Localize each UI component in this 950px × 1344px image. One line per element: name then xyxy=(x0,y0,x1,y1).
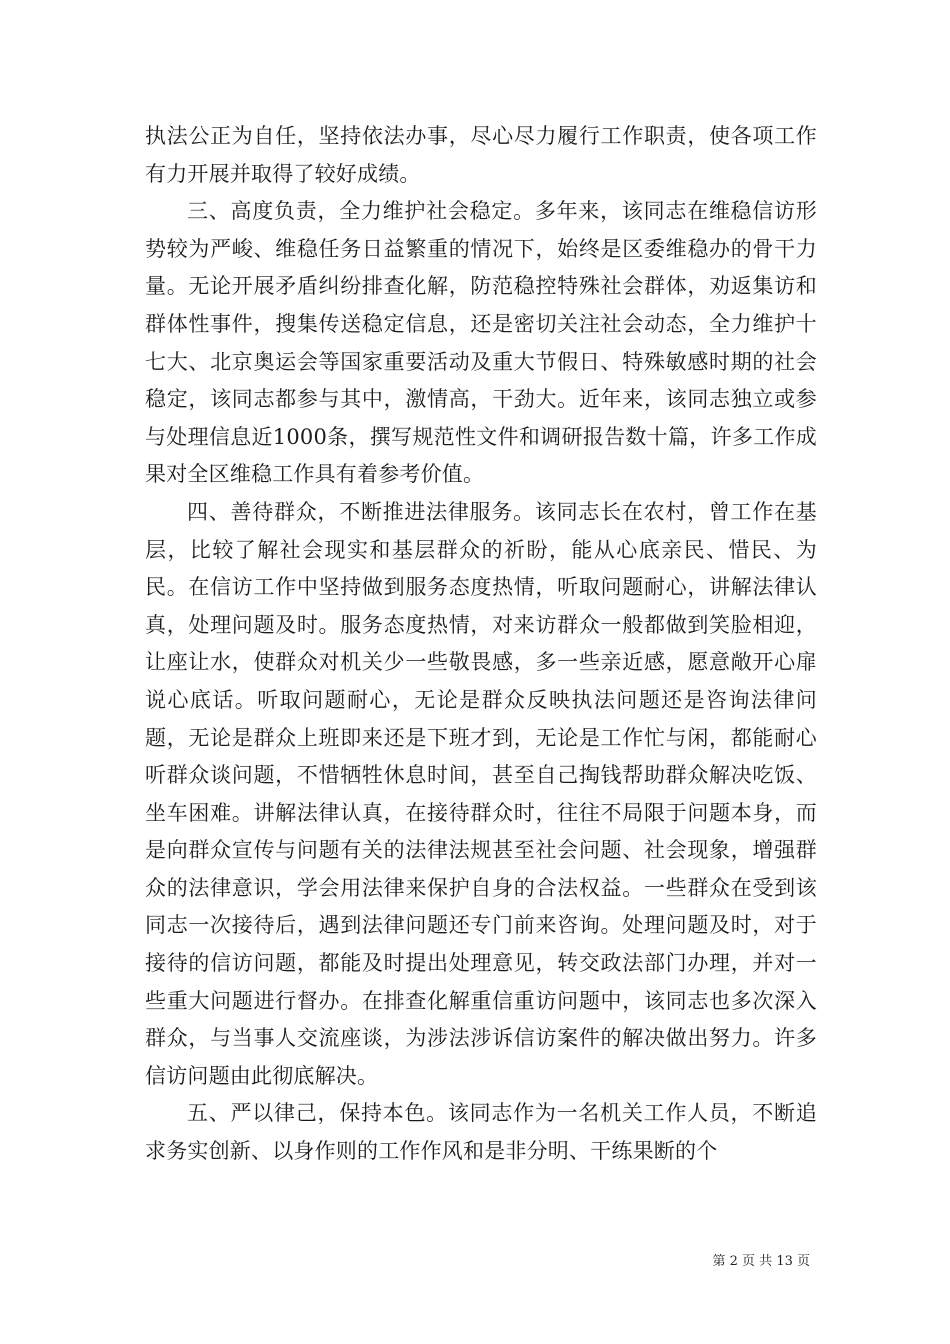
paragraph-3: 四、善待群众，不断推进法律服务。该同志长在农村，曾工作在基层，比较了解社会现实和基层群众的祈盼，能从心底亲民、惜民、为民。在信访工作中坚持做到服务态度热情，听取问题耐心，讲解法律认真，处理问题及时。服务态度热情，对来访群众一般都做到笑脸相迎，让座让水，使群众对机关少一些敬畏感，多一些亲近感，愿意敞开心扉说心底话。听取问题耐心，无论是群众反映执法问题还是咨询法律问题，无论是群众上班即来还是下班才到，无论是工作忙与闲，都能耐心听群众谈问题，不惜牺牲休息时间，甚至自己掏钱帮助群众解决吃饭、坐车困难。讲解法律认真，在接待群众时，往往不局限于问题本身，而是向群众宣传与问题有关的法律法规甚至社会问题、社会现象，增强群众的法律意识，学会用法律来保护自身的合法权益。一些群众在受到该同志一次接待后，遇到法律问题还专门前来咨询。处理问题及时，对于接待的信访问题，都能及时提出处理意见，转交政法部门办理，并对一些重大问题进行督办。在排查化解重信重访问题中，该同志也多次深入群众，与当事人交流座谈，为涉法涉诉信访案件的解决做出努力。许多信访问题由此彻底解决。 xyxy=(145,499,817,1088)
document-body xyxy=(145,118,817,1171)
paragraph-1: 执法公正为自任，坚持依法办事，尽心尽力履行工作职责，使各项工作有力开展并取得了较好成绩。 xyxy=(145,124,817,186)
paragraph-4: 五、严以律己，保持本色。该同志作为一名机关工作人员，不断追求务实创新、以身作则的工作作风和是非分明、干练果断的个 xyxy=(145,1101,817,1164)
page-number-footer: 第 2 页 共 13 页 xyxy=(712,1254,810,1269)
paragraph-2: 三、高度负责，全力维护社会稳定。多年来，该同志在维稳信访形势较为严峻、维稳任务日益繁重的情况下，始终是区委维稳办的骨干力量。无论开展矛盾纠纷排查化解，防范稳控特殊社会群体，劝返集访和群体性事件，搜集传送稳定信息，还是密切关注社会动态，全力维护十七大、北京奥运会等国家重要活动及重大节假日、特殊敏感时期的社会稳定，该同志都参与其中，激情高，干劲大。近年来，该同志独立或参与处理信息近1000条，撰写规范性文件和调研报告数十篇，许多工作成果对全区维稳工作具有着参考价值。 xyxy=(145,199,817,487)
